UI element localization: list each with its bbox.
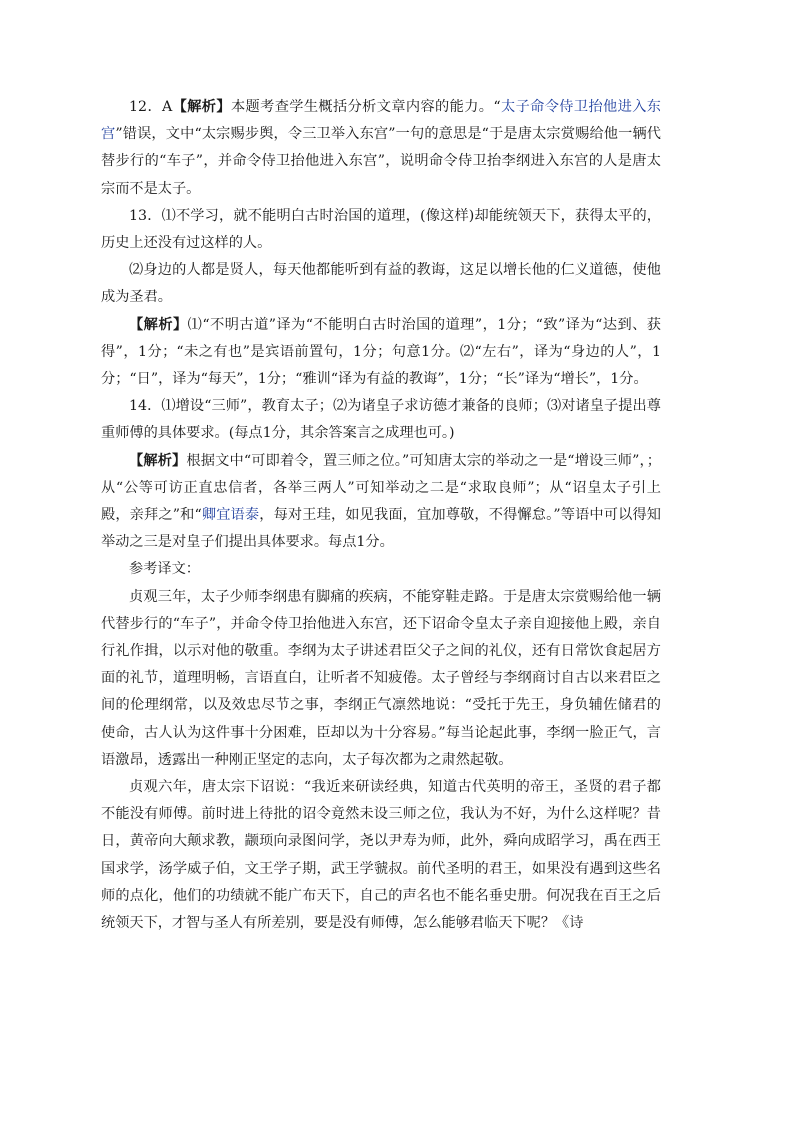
answer-13-analysis [101, 312, 661, 394]
answer-12 [101, 94, 661, 203]
translation-paragraph-2: 贞观六年，唐太宗下诏说：“我近来研读经典，知道古代英明的帝王，圣贤的君子都不能没有师傅。前时进上待批的诏令竟然未设三师之位，我认为不好，为什么这样呢？昔日，黄帝向大颠求教，颛顼向录图问学，尧以尹寿为师，此外，舜向成昭学习，禹在西王国求学，汤学威子伯，文王学子期，武王学虢叔。前代圣明的君王，如果没有遇到这些名师的点化，他们的功绩就不能广布天下，自己的声名也不能名垂史册。何况我在百王之后统领天下，才智与圣人有所差别，要是没有师傅，怎么能够君临天下呢？《诗 [101, 779, 661, 932]
translation-heading: 参考译文： [129, 561, 200, 578]
answer-14-highlight: 卿宜语泰 [201, 507, 260, 524]
answer-13-part1: 13．⑴不学习，就不能明白古时治国的道理，(像这样)却能统领天下，获得太平的，历史上还没有过这样的人。 [101, 207, 661, 252]
analysis-tag: 【解析】 [172, 99, 231, 115]
document-page [101, 94, 661, 937]
answer-14-text-after: ，每对王珪，如见我面，宜加尊敬，不得懈怠。”等语中可以得知举动之三是对皇子们提出具体要求。每点1分。 [101, 507, 661, 551]
translation-paragraph-1: 贞观三年，太子少师李纲患有脚痛的疾病，不能穿鞋走路。于是唐太宗赏赐给他一辆代替步行的“车子”，并命令侍卫抬他进入东宫，还下诏命令皇太子亲自迎接他上殿，亲自行礼作揖，以示对他的敬重。李纲为太子讲述君臣父子之间的礼仪，还有日常饮食起居方面的礼节，道理明畅，言语直白，让听者不知疲倦。太子曾经与李纲商讨自古以来君臣之间的伦理纲常，以及效忠尽节之事，李纲正气凛然地说：“受托于先王，身负辅佐储君的使命，古人认为这件事十分困难，臣却以为十分容易。”每当论起此事，李纲一脸正气，言语激昂，透露出一种刚正坚定的志向，太子每次都为之肃然起敬。 [101, 588, 661, 768]
answer-14-text-before: 根据文中“可即着令，置三师之位。”可知唐太宗的举动之一是“增设三师”，；从“公等可访正直忠信者，各举三两人”可知举动之二是“求取良师”；从“诏皇太子引上殿，亲拜之”和“ [101, 452, 661, 524]
answer-14: 14．⑴增设“三师”，教育太子；⑵为诸皇子求访德才兼备的良师；⑶对诸皇子提出尊重师傅的具体要求。(每点1分，其余答案言之成理也可。) [101, 398, 661, 442]
answer-12-text-before: 本题考查学生概括分析文章内容的能力。“ [230, 99, 501, 115]
answer-12-text-after: ”错误，文中“太宗赐步舆，令三卫举入东宫”一句的意思是“于是唐太宗赏赐给他一辆代替步行的“车子”，并命令侍卫抬他进入东宫”，说明命令侍卫抬李纲进入东宫的人是唐太宗而不是太子。 [101, 126, 661, 197]
answer-13-part2: ⑵身边的人都是贤人，每天他都能听到有益的教诲，这足以增长他的仁义道德，使他成为圣君。 [101, 262, 661, 306]
answer-14-analysis [101, 448, 661, 557]
answer-12-number: 12．A [129, 99, 173, 115]
analysis-tag: 【解析】 [129, 316, 188, 333]
answer-13-analysis-text: ⑴“不明古道”译为“不能明白古时治国的道理”，1分；“致”译为“达到、获得”，1分；“未之有也”是宾语前置句，1分；句意1分。⑵“左右”，译为“身边的人”，1分；“日”，译为“每天”，1分；“雅训“译为有益的教诲”，1分；“长”译为“增长”，1分。 [101, 316, 661, 388]
analysis-tag: 【解析】 [129, 452, 187, 469]
answer-12-highlight: 太子命令侍卫抬他进入东宫 [101, 99, 661, 143]
